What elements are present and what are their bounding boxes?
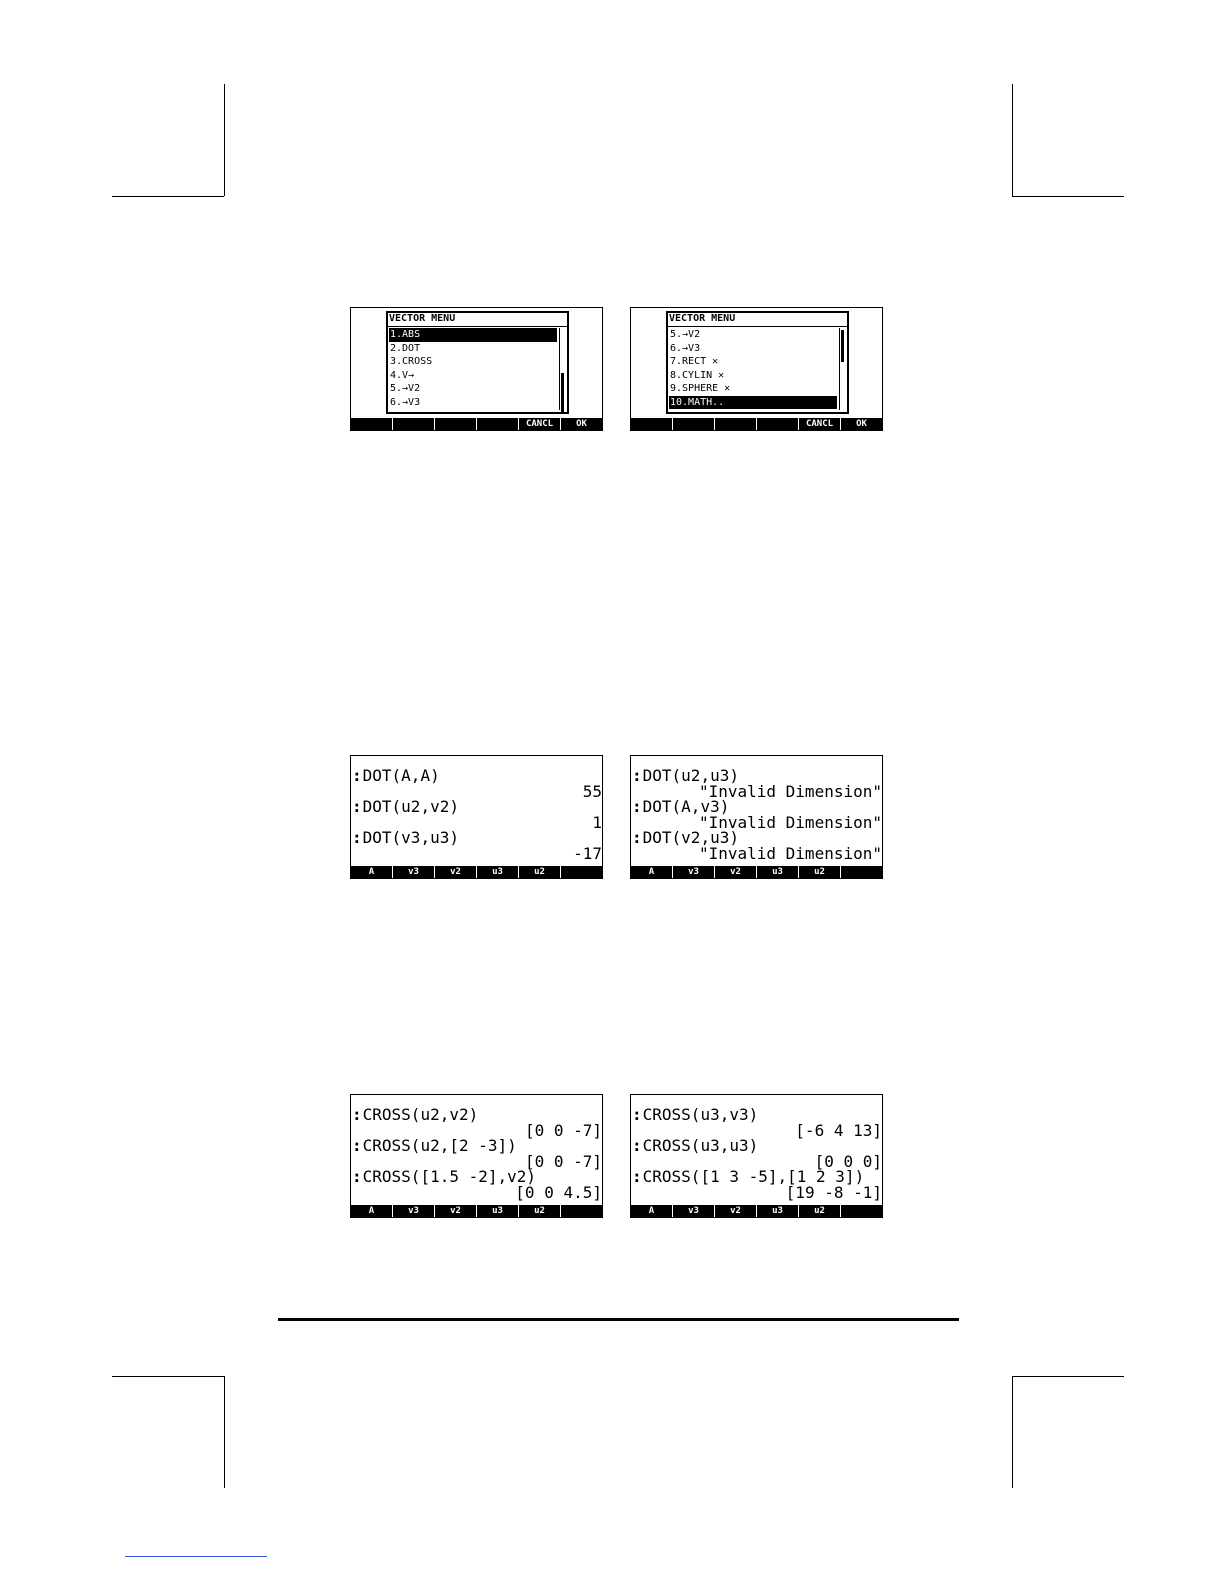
crop-mark-bottom-left-vertical (224, 1376, 225, 1488)
stack-command (352, 799, 602, 815)
softkey-2[interactable] (673, 418, 715, 430)
softkey-6[interactable] (561, 866, 602, 878)
crop-mark-bottom-left-horizontal (112, 1376, 224, 1377)
menu-item-cross[interactable]: 3.CROSS (390, 356, 433, 367)
softkey-v2[interactable]: v2 (435, 866, 477, 878)
softkey-a[interactable]: A (351, 1205, 393, 1217)
softkey-u3[interactable]: u3 (477, 1205, 519, 1217)
prompt-colon: : (632, 828, 642, 847)
softkey-4[interactable] (477, 418, 519, 430)
command-text: CROSS(u3,v3) (642, 1105, 759, 1124)
scrollbar-thumb[interactable] (561, 373, 564, 413)
command-text: DOT(v2,u3) (642, 828, 739, 847)
ok-softkey[interactable]: OK (856, 419, 867, 429)
stack-command (352, 768, 602, 784)
stack-result: [19 -8 -1] (785, 1182, 882, 1202)
softkey-u2[interactable]: u2 (799, 866, 841, 878)
softkey-6[interactable] (841, 866, 882, 878)
cancel-softkey[interactable]: CANCL (799, 418, 841, 430)
crop-mark-top-right-vertical (1012, 84, 1013, 196)
softkey-3[interactable] (435, 418, 477, 430)
dot-results-screen-2 (630, 755, 883, 879)
prompt-colon: : (632, 1136, 642, 1155)
stack-display (632, 1107, 882, 1200)
softkey-bar (631, 1205, 882, 1217)
menu-item-dot[interactable]: 2.DOT (390, 342, 421, 354)
softkey-v2[interactable]: v2 (715, 866, 757, 878)
crop-mark-bottom-right-vertical (1012, 1376, 1013, 1488)
cancel-softkey[interactable]: CANCL (519, 418, 561, 430)
cross-results-screen-2 (630, 1094, 883, 1218)
stack-result: -17 (573, 843, 602, 863)
softkey-bar (351, 418, 602, 430)
softkey-3[interactable] (715, 418, 757, 430)
stack-result: "Invalid Dimension" (698, 843, 882, 863)
softkey-v3[interactable]: v3 (393, 1205, 435, 1217)
softkey-6[interactable] (841, 1205, 882, 1217)
prompt-colon: : (352, 797, 362, 816)
stack-command (352, 830, 602, 846)
command-text: CROSS(u2,v2) (362, 1105, 479, 1124)
vector-menu-screen-2 (630, 307, 883, 431)
command-text: DOT(A,A) (362, 766, 440, 785)
menu-item-sphere[interactable]: 9.SPHERE ✕ (670, 383, 731, 394)
menu-item-v-to[interactable]: 4.V→ (390, 369, 415, 381)
softkey-u3[interactable]: u3 (477, 866, 519, 878)
menu-item-to-v3[interactable]: 6.→V3 (390, 396, 421, 408)
prompt-colon: : (352, 1167, 362, 1186)
stack-result: 55 (582, 781, 602, 801)
softkey-u3[interactable]: u3 (757, 866, 799, 878)
stack-result: [-6 4 13] (795, 1120, 882, 1140)
prompt-colon: : (352, 1105, 362, 1124)
prompt-colon: : (632, 1167, 642, 1186)
dialog-title: VECTOR MENU (388, 313, 567, 327)
stack-display (632, 768, 882, 861)
softkey-a[interactable]: A (351, 866, 393, 878)
menu-item-abs[interactable]: 1.ABS (389, 328, 557, 342)
prompt-colon: : (352, 1136, 362, 1155)
scrollbar-thumb[interactable] (841, 330, 844, 362)
command-text: CROSS([1 3 -5],[1 2 3]) (642, 1167, 865, 1186)
ok-softkey[interactable]: OK (576, 419, 587, 429)
prompt-colon: : (352, 766, 362, 785)
menu-item-cylin[interactable]: 8.CYLIN ✕ (670, 369, 725, 381)
prompt-colon: : (632, 797, 642, 816)
softkey-u2[interactable]: u2 (519, 1205, 561, 1217)
menu-item-math[interactable]: 10.MATH.. (669, 396, 837, 410)
dialog-title: VECTOR MENU (668, 313, 847, 327)
softkey-bar (351, 1205, 602, 1217)
softkey-bar (351, 866, 602, 878)
softkey-6[interactable] (561, 1205, 602, 1217)
command-text: DOT(A,v3) (642, 797, 730, 816)
softkey-bar (631, 866, 882, 878)
footer-link-underline (125, 1556, 267, 1557)
scrollbar[interactable] (839, 328, 845, 410)
menu-item-to-v2[interactable]: 5.→V2 (670, 329, 701, 340)
vector-menu-screen-1 (350, 307, 603, 431)
softkey-4[interactable] (757, 418, 799, 430)
command-text: DOT(u2,u3) (642, 766, 739, 785)
command-text: CROSS([1.5 -2],v2) (362, 1167, 537, 1186)
softkey-v2[interactable]: v2 (715, 1205, 757, 1217)
crop-mark-top-left-vertical (224, 84, 225, 196)
softkey-bar (631, 418, 882, 430)
softkey-u2[interactable]: u2 (519, 866, 561, 878)
menu-item-to-v3[interactable]: 6.→V3 (670, 342, 701, 354)
prompt-colon: : (632, 766, 642, 785)
softkey-a[interactable]: A (631, 1205, 673, 1217)
command-text: CROSS(u2,[2 -3]) (362, 1136, 517, 1155)
softkey-v3[interactable]: v3 (393, 866, 435, 878)
softkey-1[interactable] (631, 418, 673, 430)
stack-result: [0 0 0] (814, 1151, 882, 1171)
stack-display (352, 768, 602, 861)
stack-result: "Invalid Dimension" (698, 781, 882, 801)
softkey-1[interactable] (351, 418, 393, 430)
vector-menu-dialog (386, 311, 569, 414)
crop-mark-top-right-horizontal (1012, 196, 1124, 197)
stack-result: [0 0 4.5] (515, 1182, 602, 1202)
crop-mark-top-left-horizontal (112, 196, 224, 197)
softkey-v3[interactable]: v3 (673, 1205, 715, 1217)
stack-display (352, 1107, 602, 1200)
menu-item-rect[interactable]: 7.RECT ✕ (670, 356, 719, 367)
prompt-colon: : (632, 1105, 642, 1124)
cross-results-screen-1 (350, 1094, 603, 1218)
scrollbar[interactable] (559, 328, 565, 410)
vector-menu-dialog (666, 311, 849, 414)
stack-result: [0 0 -7] (524, 1120, 602, 1140)
menu-item-to-v2[interactable]: 5.→V2 (390, 383, 421, 394)
softkey-a[interactable]: A (631, 866, 673, 878)
command-text: CROSS(u3,u3) (642, 1136, 759, 1155)
stack-result: [0 0 -7] (524, 1151, 602, 1171)
command-text: DOT(v3,u3) (362, 828, 459, 847)
softkey-u3[interactable]: u3 (757, 1205, 799, 1217)
softkey-2[interactable] (393, 418, 435, 430)
softkey-v2[interactable]: v2 (435, 1205, 477, 1217)
softkey-v3[interactable]: v3 (673, 866, 715, 878)
stack-result: 1 (592, 812, 602, 832)
command-text: DOT(u2,v2) (362, 797, 459, 816)
page-footer-rule (278, 1318, 959, 1321)
prompt-colon: : (352, 828, 362, 847)
softkey-u2[interactable]: u2 (799, 1205, 841, 1217)
stack-result: "Invalid Dimension" (698, 812, 882, 832)
dot-results-screen-1 (350, 755, 603, 879)
crop-mark-bottom-right-horizontal (1012, 1376, 1124, 1377)
